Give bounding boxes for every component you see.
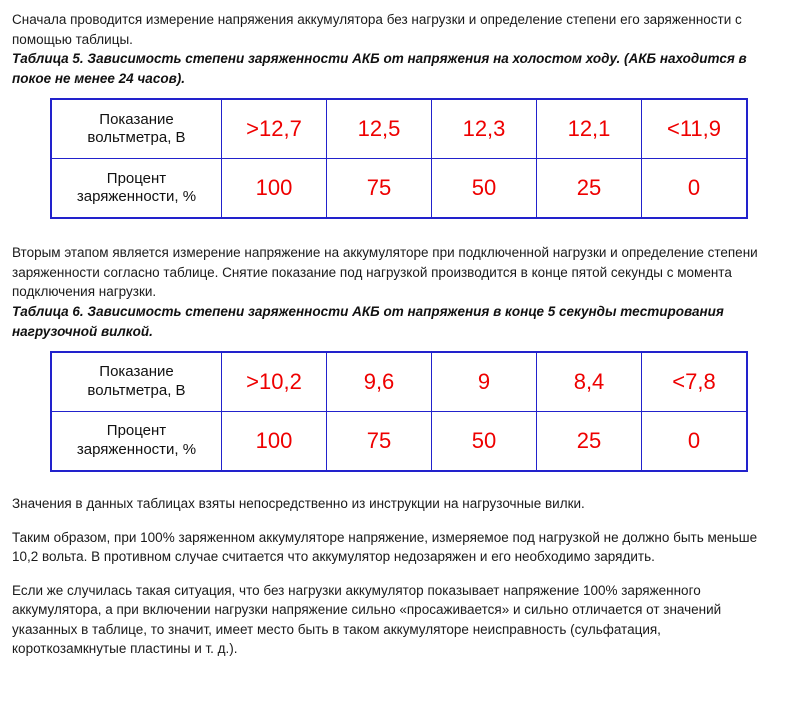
cell-percent-2: 75	[327, 159, 432, 219]
table5-caption: Таблица 5. Зависимость степени заряженности АКБ от напряжения на холостом ходу. (АКБ находится в покое не менее 24 часов).	[12, 51, 747, 86]
row-label-voltmeter-reading: Показание вольтметра, В	[51, 352, 222, 412]
cell-percent-1: 100	[222, 159, 327, 219]
spacer	[12, 472, 796, 494]
closing-text-block	[12, 494, 796, 659]
intro-paragraph: Сначала проводится измерение напряжения аккумулятора без нагрузки и определение степени его заряженности с помощью таблицы.	[12, 12, 742, 47]
table-row	[51, 412, 747, 472]
cell-voltage-2: 9,6	[327, 352, 432, 412]
cell-voltage-2: 12,5	[327, 99, 432, 159]
cell-percent-3: 50	[432, 159, 537, 219]
middle-paragraph: Вторым этапом является измерение напряжение на аккумуляторе при подключенной нагрузки и определение степени заряженности согласно таблице. Снятие показание под нагрузкой производится в конце пятой секунды с момента подключения нагрузки.	[12, 245, 758, 300]
cell-voltage-1: >12,7	[222, 99, 327, 159]
cell-percent-1: 100	[222, 412, 327, 472]
row-label-charge-percent: Процент заряженности, %	[51, 412, 222, 472]
table-row	[51, 159, 747, 219]
cell-voltage-1: >10,2	[222, 352, 327, 412]
cell-percent-3: 50	[432, 412, 537, 472]
cell-voltage-3: 12,3	[432, 99, 537, 159]
cell-percent-2: 75	[327, 412, 432, 472]
cell-percent-5: 0	[642, 412, 748, 472]
final-paragraph: Если же случилась такая ситуация, что без нагрузки аккумулятор показывает напряжение 100% заряженного аккумулятора, а при включении нагрузки напряжение сильно «просаживается» и сильно отличается от значений указанных в таблице, то значит, имеет место быть в таком аккумуляторе неисправность (сульфатация, короткозамкнутые пластины и т. д.).	[12, 582, 722, 657]
cell-voltage-4: 8,4	[537, 352, 642, 412]
cell-voltage-5: <11,9	[642, 99, 748, 159]
cell-voltage-4: 12,1	[537, 99, 642, 159]
cell-percent-4: 25	[537, 159, 642, 219]
cell-percent-4: 25	[537, 412, 642, 472]
spacer	[12, 219, 796, 243]
conclusion-paragraph: Таким образом, при 100% заряженном аккумуляторе напряжение, измеряемое под нагрузкой не должно быть меньше 10,2 вольта. В противном случае считается что аккумулятор недозаряжен и его необходимо зарядить.	[12, 529, 758, 565]
table-5-charge-vs-open-circuit-voltage	[50, 98, 748, 219]
cell-voltage-3: 9	[432, 352, 537, 412]
cell-percent-5: 0	[642, 159, 748, 219]
row-label-charge-percent: Процент заряженности, %	[51, 159, 222, 219]
table6-caption: Таблица 6. Зависимость степени заряженности АКБ от напряжения в конце 5 секунды тестирования нагрузочной вилкой.	[12, 303, 724, 339]
table-row	[51, 99, 747, 159]
table-row	[51, 352, 747, 412]
note-paragraph: Значения в данных таблицах взяты непосредственно из инструкции на нагрузочные вилки.	[12, 496, 585, 512]
row-label-voltmeter-reading: Показание вольтметра, В	[51, 99, 222, 159]
cell-voltage-5: <7,8	[642, 352, 748, 412]
table-6-charge-vs-load-voltage	[50, 351, 748, 472]
